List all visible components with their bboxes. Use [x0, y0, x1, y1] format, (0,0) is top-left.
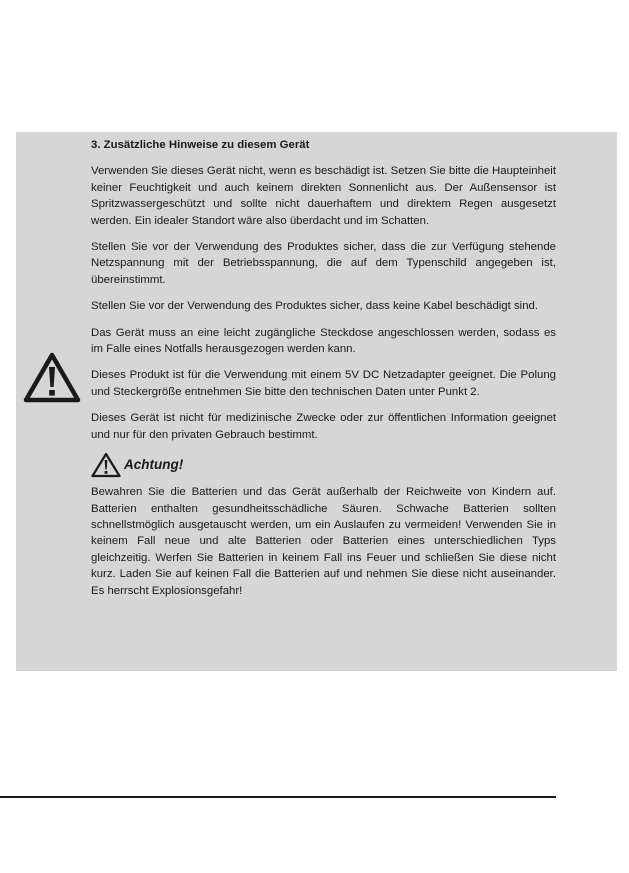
- paragraph: Stellen Sie vor der Verwendung des Produktes sicher, dass keine Kabel beschädigt sind.: [91, 300, 539, 313]
- paragraph: Stellen Sie vor der Verwendung des Produktes sicher, dass die zur Verfügung stehende Netzspannung mit der Betriebsspannung, die auf dem Typenschild angegeben ist, übereinstimmt.: [91, 241, 556, 286]
- paragraph: Das Gerät muss an eine leicht zugängliche Steckdose angeschlossen werden, sodass es im Falle eines Notfalls herausgezogen werden kann.: [91, 326, 556, 356]
- paragraph: Dieses Produkt ist für die Verwendung mit einem 5V DC Netzadapter geeignet. Die Polung und Steckergröße entnehmen Sie bitte den technischen Daten unter Punkt 2.: [91, 369, 556, 398]
- section-heading: 3. Zusätzliche Hinweise zu diesem Gerät: [91, 139, 310, 151]
- paragraph: Verwenden Sie dieses Gerät nicht, wenn es beschädigt ist. Setzen Sie bitte die Haupteinheit keiner Feuchtigkeit und auch keinem direkten Sonnenlicht aus. Der Außensensor ist Spritzwassergeschützt und sollte nicht dauerhaftem und direktem Regen ausgesetzt werden. Ein idealer Standort wäre also überdacht und im Schatten.: [91, 165, 556, 227]
- caution-header: [91, 453, 556, 477]
- warning-triangle-icon: [23, 351, 81, 403]
- paragraph: Dieses Gerät ist nicht für medizinische Zwecke oder zur öffentlichen Information geeignet und nur für den privaten Gebrauch bestimmt.: [91, 412, 556, 441]
- caution-text: Bewahren Sie die Batterien und das Gerät außerhalb der Reichweite von Kindern auf. Batterien enthalten gesundheitsschädliche Säuren. Schwache Batterien sollten schnellstmöglich ausgetauscht werden, um ein Auslaufen zu vermeiden! Verwenden Sie in keinem Fall neue und alte Batterien oder Batterien eines unterschiedlichen Typs gleichzeitig. Werfen Sie Batterien in keinem Fall ins Feuer und schließen Sie diese nicht kurz. Laden Sie auf keinen Fall die Batterien auf und nehmen Sie diese nicht auseinander. Es herrscht Explosionsgefahr!: [91, 486, 556, 597]
- notice-content: [91, 137, 556, 609]
- caution-label: Achtung!: [124, 456, 184, 472]
- warning-triangle-icon: [91, 452, 121, 478]
- divider: [0, 796, 556, 798]
